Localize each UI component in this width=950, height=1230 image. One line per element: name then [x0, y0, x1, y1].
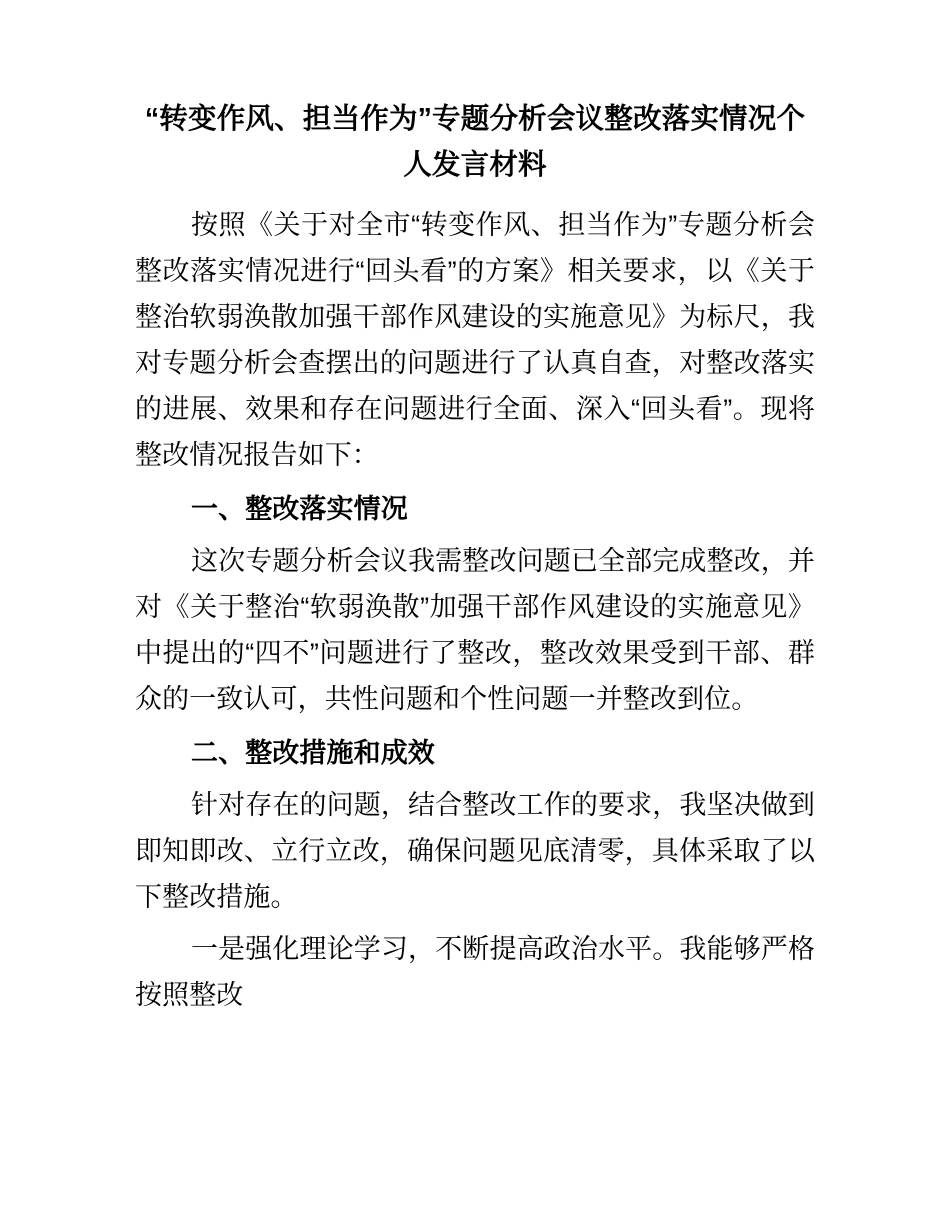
section-heading-two: 二、整改措施和成效	[191, 738, 435, 768]
paragraph-section-two-body: 针对存在的问题，结合整改工作的要求，我坚决做到即知即改、立行立改，确保问题见底清零，具体采取了以下整改措施。	[135, 790, 815, 912]
paragraph-section-one-body: 这次专题分析会议我需整改问题已全部完成整改，并对《关于整治“软弱涣散”加强干部作风建设的实施意见》中提出的“四不”问题进行了整改，整改效果受到干部、群众的一致认可，共性问题和个性问题一并整改到位。	[135, 546, 815, 714]
document-title: “转变作风、担当作为”专题分析会议整改落实情况个人发言材料	[144, 103, 806, 181]
paragraph-measure-one: 一是强化理论学习，不断提高政治水平。我能够严格按照整改	[135, 934, 815, 1010]
section-heading-one: 一、整改落实情况	[191, 494, 408, 524]
paragraph-intro: 按照《关于对全市“转变作风、担当作为”专题分析会整改落实情况进行“回头看”的方案》相关要求，以《关于整治软弱涣散加强干部作风建设的实施意见》为标尺，我对专题分析会查摆出的问题进行了认真自查，对整改落实的进展、效果和存在问题进行全面、深入“回头看”。现将整改情况报告如下：	[135, 210, 815, 470]
